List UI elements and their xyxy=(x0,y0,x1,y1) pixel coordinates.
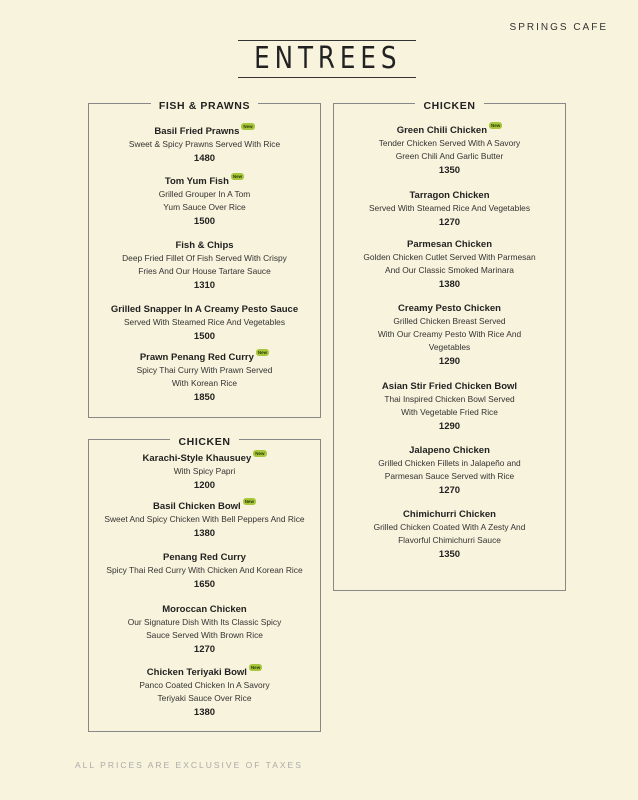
menu-item xyxy=(89,125,320,166)
item-name xyxy=(89,603,320,616)
brand-name: SPRINGS CAFE xyxy=(509,22,608,33)
item-description: Fries And Our House Tartare Sauce xyxy=(138,266,271,276)
item-price: 1270 xyxy=(438,217,461,228)
menu-item xyxy=(89,551,320,592)
item-description: Grilled Chicken Fillets in Jalapeño and xyxy=(378,458,521,468)
item-name-text: Chimichurri Chicken xyxy=(403,509,496,520)
item-description: Green Chili And Garlic Butter xyxy=(395,151,504,161)
item-price: 1500 xyxy=(193,331,216,342)
item-price: 1290 xyxy=(438,356,461,367)
item-price: 1270 xyxy=(438,485,461,496)
item-name-text: Moroccan Chicken xyxy=(162,604,247,615)
item-name-text: Green Chili Chicken xyxy=(396,125,487,136)
item-description: Sweet & Spicy Prawns Served With Rice xyxy=(128,139,281,149)
item-name xyxy=(89,452,320,465)
item-name-text: Prawn Penang Red Curry xyxy=(139,352,254,363)
item-description: Spicy Thai Curry With Prawn Served xyxy=(136,365,273,375)
new-badge: New xyxy=(491,123,501,128)
item-name-text: Basil Fried Prawns xyxy=(154,126,240,137)
item-price: 1310 xyxy=(193,280,216,291)
item-description: With Vegetable Fried Rice xyxy=(401,407,498,417)
new-badge: New xyxy=(244,499,254,504)
item-name xyxy=(89,125,320,138)
item-price: 1350 xyxy=(438,165,461,176)
footer-note: ALL PRICES ARE EXCLUSIVE OF TAXES xyxy=(75,760,303,770)
item-price: 1200 xyxy=(193,480,216,491)
item-name xyxy=(89,500,320,513)
new-badge: New xyxy=(243,124,253,129)
menu-item xyxy=(89,500,320,541)
item-name xyxy=(334,124,565,137)
item-description: Sauce Served With Brown Rice xyxy=(146,630,263,640)
item-description: Grilled Chicken Coated With A Zesty And xyxy=(373,522,526,532)
item-price: 1290 xyxy=(438,421,461,432)
menu-item xyxy=(334,302,565,369)
item-name-text: Fish & Chips xyxy=(175,240,234,251)
item-name xyxy=(89,175,320,188)
item-price: 1500 xyxy=(193,216,216,227)
section-chicken-left xyxy=(88,436,321,732)
item-price: 1350 xyxy=(438,549,461,560)
item-description: Tender Chicken Served With A Savory xyxy=(378,138,521,148)
page-title-frame xyxy=(238,40,416,78)
section-title: CHICKEN xyxy=(170,436,238,448)
item-description: With Korean Rice xyxy=(171,378,238,388)
menu-item xyxy=(334,124,565,178)
item-name-text: Grilled Snapper In A Creamy Pesto Sauce xyxy=(110,304,299,315)
section-title: CHICKEN xyxy=(415,100,483,112)
item-name xyxy=(334,238,565,251)
menu-item xyxy=(89,303,320,344)
menu-item xyxy=(89,351,320,405)
item-description: Spicy Thai Red Curry With Chicken And Korean Rice xyxy=(106,565,303,575)
page-title: ENTREES xyxy=(254,41,402,76)
item-name xyxy=(89,666,320,679)
item-description: Teriyaki Sauce Over Rice xyxy=(157,693,252,703)
item-description: Deep Fried Fillet Of Fish Served With Crispy xyxy=(122,253,287,263)
menu-item xyxy=(89,452,320,493)
item-price: 1380 xyxy=(193,528,216,539)
item-price: 1380 xyxy=(193,707,216,718)
item-price: 1850 xyxy=(193,392,216,403)
menu-item xyxy=(89,666,320,720)
item-description: Grilled Chicken Breast Served xyxy=(393,316,506,326)
section-chicken-right xyxy=(333,100,566,591)
item-name-text: Karachi-Style Khausuey xyxy=(142,453,252,464)
section-title: FISH & PRAWNS xyxy=(151,100,258,112)
item-name-text: Basil Chicken Bowl xyxy=(153,501,241,512)
item-description: Yum Sauce Over Rice xyxy=(163,202,246,212)
item-name-text: Penang Red Curry xyxy=(163,552,246,563)
item-name-text: Creamy Pesto Chicken xyxy=(398,303,501,314)
item-price: 1650 xyxy=(193,579,216,590)
item-name xyxy=(89,551,320,564)
item-name-text: Asian Stir Fried Chicken Bowl xyxy=(381,381,518,392)
item-name xyxy=(89,351,320,364)
item-price: 1480 xyxy=(193,153,216,164)
item-description: With Our Creamy Pesto With Rice And xyxy=(377,329,522,339)
item-name xyxy=(334,302,565,315)
item-name xyxy=(334,189,565,202)
item-description: Served With Steamed Rice And Vegetables xyxy=(368,203,531,213)
item-name xyxy=(89,239,320,252)
menu-item xyxy=(334,444,565,498)
item-price: 1380 xyxy=(438,279,461,290)
item-description: Vegetables xyxy=(428,342,471,352)
item-description: Grilled Grouper In A Tom xyxy=(158,189,251,199)
item-price: 1270 xyxy=(193,644,216,655)
item-name-text: Parmesan Chicken xyxy=(406,239,492,250)
menu-item xyxy=(334,238,565,292)
item-name-text: Jalapeno Chicken xyxy=(409,445,490,456)
item-description: Flavorful Chimichurri Sauce xyxy=(398,535,501,545)
item-name xyxy=(334,508,565,521)
item-description: Parmesan Sauce Served with Rice xyxy=(384,471,515,481)
item-name-text: Chicken Teriyaki Bowl xyxy=(146,667,247,678)
new-badge: New xyxy=(250,665,261,670)
item-description: Served With Steamed Rice And Vegetables xyxy=(123,317,286,327)
item-description: Sweet And Spicy Chicken With Bell Peppers And Rice xyxy=(104,514,305,524)
new-badge: New xyxy=(255,451,265,456)
new-badge: New xyxy=(257,350,268,355)
menu-item xyxy=(334,189,565,230)
item-name xyxy=(89,303,320,316)
menu-item xyxy=(89,175,320,229)
item-description: With Spicy Papri xyxy=(173,466,236,476)
item-name-text: Tom Yum Fish xyxy=(164,176,229,187)
item-description: Panco Coated Chicken In A Savory xyxy=(139,680,270,690)
menu-item xyxy=(334,380,565,434)
item-name xyxy=(334,444,565,457)
item-name-text: Tarragon Chicken xyxy=(409,190,490,201)
new-badge: New xyxy=(232,174,243,179)
menu-item xyxy=(89,603,320,657)
section-fish-prawns xyxy=(88,100,321,418)
menu-item xyxy=(89,239,320,293)
item-description: Golden Chicken Cutlet Served With Parmesan xyxy=(363,252,536,262)
item-description: Thai Inspired Chicken Bowl Served xyxy=(384,394,515,404)
item-description: Our Signature Dish With Its Classic Spicy xyxy=(127,617,282,627)
menu-item xyxy=(334,508,565,562)
item-name xyxy=(334,380,565,393)
item-description: And Our Classic Smoked Marinara xyxy=(385,265,514,275)
